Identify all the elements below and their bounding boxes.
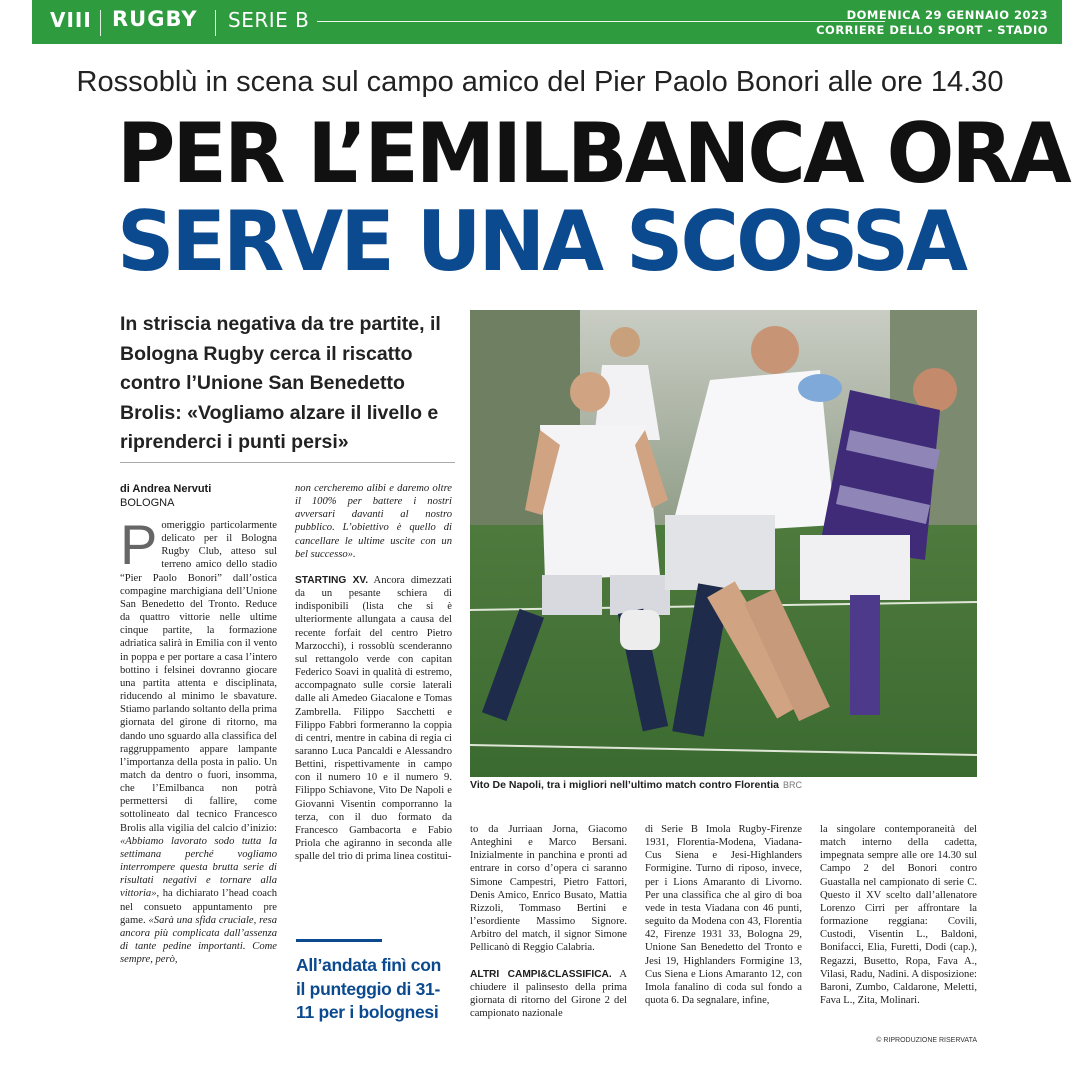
section-name: RUGBY [112,7,198,31]
subhead-altri-campi: ALTRI CAMPI&CLASSIFICA. [470,968,612,980]
body-column-1 [120,513,277,966]
body-column-5 [820,823,977,1007]
rugby-players-illustration [470,310,977,777]
photo-caption [470,779,802,791]
headline-line-2: SERVE UNA SCOSSA [117,193,966,290]
quote-text: non cercheremo alibi e daremo oltre il 100% per battere i nostri avversari davanti al nostro pubblico. L’obiettivo è quello di cancellare le ultime uscite con un bel successo». [295,483,452,560]
body-column-3 [470,823,627,1020]
issue-date: DOMENICA 29 GENNAIO 2023 [846,8,1048,22]
article-photo [470,310,977,777]
summary-rule [120,462,455,463]
pullquote-rule [296,939,382,942]
header-divider [100,10,101,36]
pull-quote: All’andata finì con il punteggio di 31-11 per i bolognesi [296,955,442,1022]
headline-line-1: PER L’EMILBANCA ORA [117,105,1069,202]
quote-text: «Sarà una sfida cruciale, resa ancora più complicata dall’assenza di tante pedine importanti. Come sempre, però, [120,914,277,966]
author-name: di Andrea Nervuti [120,483,212,495]
header-divider [215,10,216,36]
subhead-starting-xv: STARTING XV. [295,574,369,586]
photo-credit: BRC [783,780,803,790]
caption-text: Vito De Napoli, tra i migliori nell’ultimo match contro Florentia [470,779,780,791]
body-text: di Serie B Imola Rugby-Firenze 1931, Florentia-Modena, Viadana-Cus Siena e Jesi-Highlanders Formigine. Turno di riposo, invece, per i Lions Amaranto di Livorno. Per una classifica che al giro di boa vede in testa Viadana con 46 punti, seguito da Modena con 43, Florentia 42, Firenze 1931 33, Bologna 29, Unione San Benedetto del Tronto e Jesi 19, Highlanders Formigine 13, Cus Siena e Lions Amaranto 12, con Imola fanalino di coda sul fondo a quota 6. Da segnalare, infine, [645,824,802,1007]
page-number: VIII [50,8,92,32]
body-text: Ancora dimezzati da un pesante schiera di indisponibili (lista che si è ulteriormente allungata a causa del recente forfait del centro Pietro Marzocchi), i rossoblù scenderanno sul rettangolo verde con capitan Federico Soavi in qualità di estremo, accompagnato sulle corsie laterali dalle ali Amedeo Giacalone e Tomas Zambrella. Filippo Sacchetti e Filippo Fabbri formeranno la coppia di centri, mentre in cabina di regia ci saranno Luca Pancaldi e Alessandro Bettini, rispettivamente in campo con il numero 10 e il numero 9. Filippo Schiavone, Vito De Napoli e Giovanni Visentin comporranno la terza, con il duo formato da Francesco Gambacorta e Fabio Priola che agiranno in seconda alle spalle del trio di prima linea costitui- [295,574,452,863]
article-summary: In striscia negativa da tre partite, il Bologna Rugby cerca il riscatto contro l’Unione San Benedetto Brolis: «Vogliamo alzare il livello e riprenderci i punti persi» [120,313,441,453]
drop-cap: P [120,513,158,576]
subsection-name: SERIE B [228,8,310,32]
section-header-bar [32,0,1062,44]
body-text: la singolare contemporaneità del match interno della cadetta, impegnata sempre alle ore 14.30 sul Campo 2 del Bonori contro Guastalla nel campionato di serie C. Questo il XV scelto dall’allenatore Lorenzo Cirri per affrontare la formazione reggiana: Covili, Custodi, Visentin L., Baldoni, Bonifacci, Elia, Furetti, Dodi (cap.), Regazzi, Busetto, Ropa, Fava A., Vilasi, Radu, Nadini. A disposizione: Baroni, Zumbo, Caldarone, Meletti, Fava L., Zita, Molinari. [820,824,977,1007]
header-rule [317,21,885,22]
newspaper-name: CORRIERE DELLO SPORT - STADIO [816,23,1048,37]
body-text: , ha dichiarato l’head coach nel consueto appuntamento pre game. [120,888,277,926]
copyright-notice: © RIPRODUZIONE RISERVATA [876,1037,977,1044]
body-text: to da Jurriaan Jorna, Giacomo Anteghini e Marco Bersani. Inizialmente in panchina e pronti ad entrare in corso d’opera ci saranno Simone Campestri, Pietro Fattori, Denis Amico, Enrico Busato, Mattia Rizzoli, Tommaso Bertini e l’esordiente Massimo Signore. Arbitro del match, il signor Simone Pellicanò di Reggio Calabria. [470,824,627,954]
body-column-2 [295,482,452,863]
body-text: A chiudere il palinsesto della prima giornata di ritorno del Girone 2 del campionato nazionale [470,968,628,1020]
body-column-4 [645,823,802,1007]
kicker: Rossoblù in scena sul campo amico del Pier Paolo Bonori alle ore 14.30 [76,66,1004,98]
body-text: omeriggio particolarmente delicato per il Bologna Rugby Club, atteso sul terreno amico dello stadio “Pier Paolo Bonori” dall’ostica compagine marchigiana dell’Unione San Benedetto del Tronto. Reduce da quattro vittorie nelle ultime cinque partite, la formazione adriatica salirà in Emilia con il vento in poppa e per portare a casa l’intero bottino i felsinei dovranno giocare una partita attenta e disciplinata, riducendo al minimo le sbavature. Stiamo parlando soltanto della prima giornata del girone di ritorno, ma dando uno sguardo alla classifica del raggruppamento appare lampante l’importanza della posta in palio. Un match da dentro o fuori, insomma, che l’Emilbanca non potrà permettersi di fallire, come sottolineato dal tecnico Francesco Brolis alla vigilia del calcio d’inizio: [120,520,277,834]
byline [120,482,211,510]
quote-text: «Abbiamo lavorato sodo tutta la settimana perché vogliamo interrompere questa brutta serie di risultati negativi e tornare alla vittoria» [120,835,277,900]
dateline: BOLOGNA [120,497,175,509]
